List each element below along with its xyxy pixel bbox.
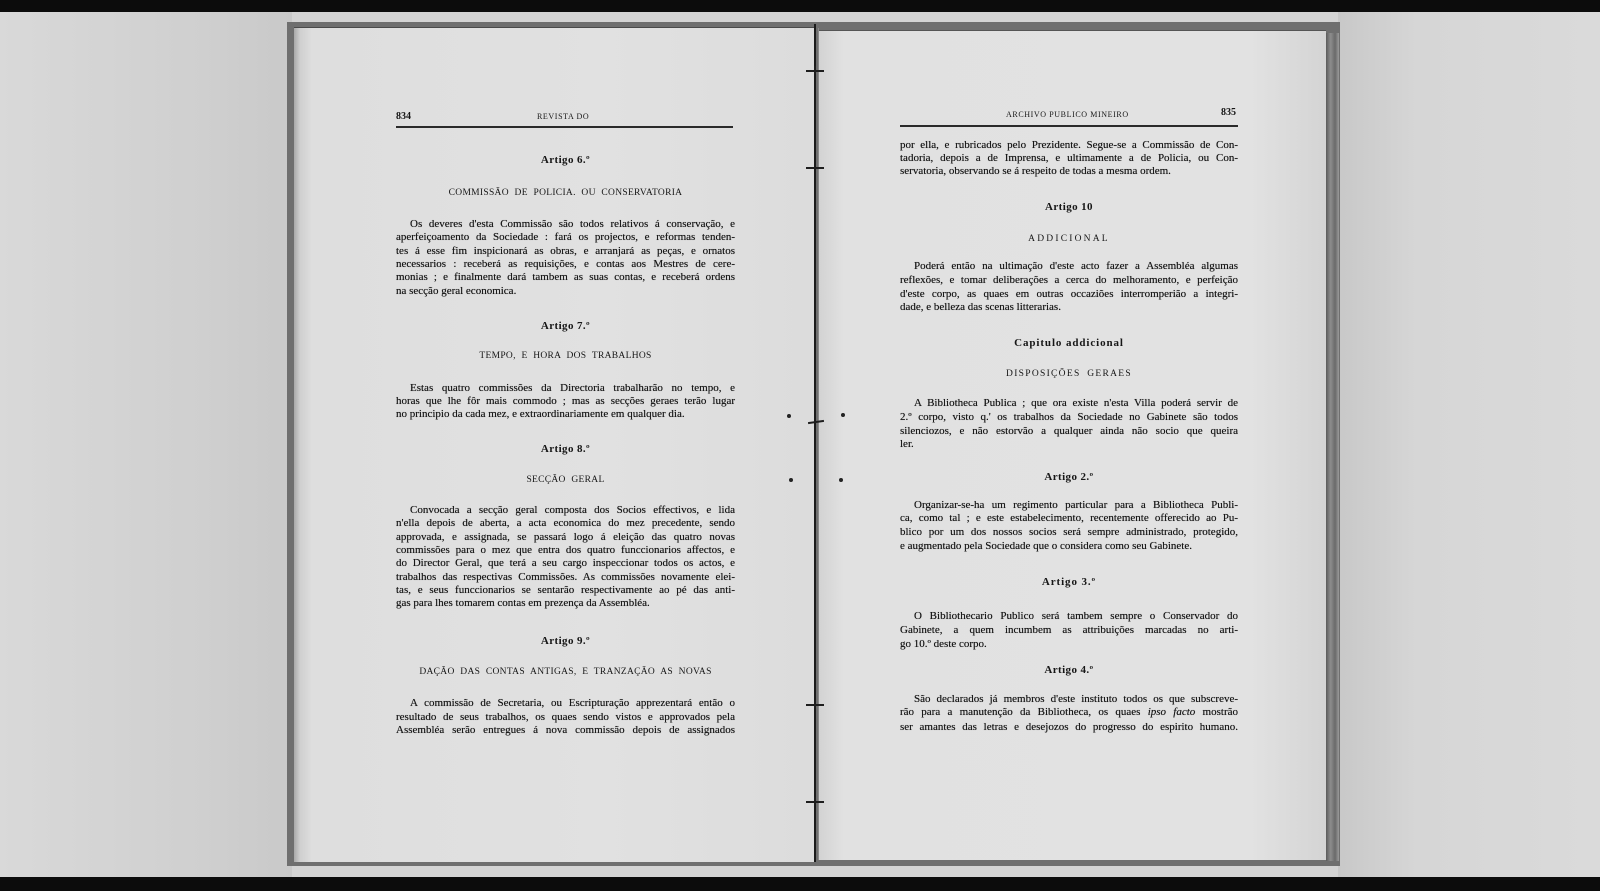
scan-border-bottom: [0, 877, 1600, 891]
section-heading: SECÇÃO GERAL: [526, 475, 605, 485]
text-line: ler.: [900, 438, 914, 450]
text-segment: mostrão: [1195, 706, 1238, 718]
article-title: Artigo 3.º: [1041, 576, 1097, 588]
text-line: O Bibliothecario Publico será tambem sempre o Conservador do: [914, 610, 1238, 622]
text-line: Estas quatro commissões da Directoria trabalharão no tempo, e: [410, 382, 735, 394]
text-segment: rão para a manutenção da Bibliotheca, os quaes: [900, 706, 1148, 718]
section-heading: DAÇÃO DAS CONTAS ANTIGAS, E TRANZAÇÃO AS NOVAS: [419, 667, 712, 677]
section-heading: COMMISSÃO DE POLICIA. OU CONSERVATORIA: [448, 188, 683, 198]
text-line: go 10.º deste corpo.: [900, 638, 987, 650]
text-line: monias ; e finalmente dará tambem as suas contas, e receberá ordens: [396, 271, 735, 283]
header-rule: [396, 126, 733, 128]
text-line: do Director Geral, que terá a seu cargo inspeccionar todos os actos, e: [396, 557, 735, 569]
italic-phrase: ipso facto: [1147, 706, 1196, 718]
header-rule: [900, 125, 1238, 127]
article-title: Artigo 8.º: [540, 443, 591, 455]
text-line: horas que lhe fôr mais commodo ; mas as secções geraes terão lugar: [396, 395, 735, 407]
text-line: gas para lhes tomarem contas em prezença da Assembléa.: [396, 597, 650, 609]
scan-speck: [839, 478, 843, 482]
text-line: necessarios : receberá as requisições, e contas aos Mestres de cere-: [396, 258, 735, 270]
left-page-text: [396, 0, 735, 891]
text-line: tes á esse fim inspicionará as obras, e arranjará as peças, e ornatos: [396, 245, 735, 257]
text-line: blico por um dos nossos socios será sempre administrado, protegido,: [900, 526, 1238, 538]
text-line: por ella, e rubricados pelo Prezidente. Segue-se a Commissão de Con-: [900, 139, 1238, 151]
running-head: REVISTA DO: [537, 112, 590, 121]
text-line: no principio da cada mez, e extraordinariamente em qualquer dia.: [396, 408, 685, 420]
section-heading: TEMPO, E HORA DOS TRABALHOS: [479, 351, 652, 361]
article-title: Artigo 9.º: [540, 635, 591, 647]
binding-mark: [814, 797, 816, 805]
text-line: approvada, e assignada, se passará logo á eleição das quatro novas: [396, 531, 735, 543]
text-line: ser amantes das letras e desejozos do progresso do espirito humano.: [900, 721, 1238, 733]
text-line: 2.º corpo, visto q.' os trabalhos da Sociedade no Gabinete são todos: [900, 411, 1238, 423]
book-spine: [814, 24, 816, 862]
text-line: commissões para o mez que entra dos quatro funccionarios affectos, e: [396, 544, 735, 556]
section-heading: ADDICIONAL: [1028, 234, 1110, 244]
text-line: n'ella depois de aberta, a acta economica do mez precedente, sendo: [396, 517, 735, 529]
text-line: tas, e seus funccionarios se sentarão respectivamente ao pé das anti-: [396, 584, 735, 596]
text-line: São declarados já membros d'este instituto todos os que subscreve-: [914, 693, 1238, 705]
article-title: Artigo 6.º: [540, 154, 591, 166]
section-heading: DISPOSIÇÕES GERAES: [1006, 369, 1132, 379]
scan-border-top: [0, 0, 1600, 12]
text-line: Poderá então na ultimação d'este acto fazer a Assembléa algumas: [914, 260, 1238, 272]
binding-mark: [806, 167, 824, 169]
right-page-text: [900, 0, 1238, 891]
text-line: Assembléa serão entregues á nova commissão depois de assignados: [396, 724, 735, 736]
article-title: Artigo 10: [1045, 201, 1093, 213]
text-line: A commissão de Secretaria, ou Escripturação apprezentará então o: [410, 697, 735, 709]
text-line: resultado de seus trabalhos, os quaes sendo vistos e approvados pela: [396, 711, 735, 723]
text-line: Organizar-se-ha um regimento particular para a Bibliotheca Publi-: [914, 499, 1238, 511]
page-number: 834: [396, 111, 411, 122]
text-line: [900, 705, 1238, 719]
page-number: 835: [1221, 107, 1236, 118]
binding-mark: [814, 66, 816, 74]
text-line: trabalhos das respectivas Commissões. As commissões novamente elei-: [396, 571, 735, 583]
scan-speck: [841, 413, 845, 417]
chapter-title: Capitulo addicional: [1014, 337, 1124, 349]
article-title: Artigo 2.º: [1044, 471, 1094, 483]
text-line: Convocada a secção geral composta dos Socios effectivos, e lida: [410, 504, 735, 516]
gutter-line: [818, 28, 819, 860]
text-line: Gabinete, a quem incumbem as attribuições marcadas no arti-: [900, 624, 1238, 636]
text-line: A Bibliotheca Publica ; que ora existe n'esta Villa poderá servir de: [914, 397, 1238, 409]
article-title: Artigo 4.º: [1044, 664, 1094, 676]
scan-speck: [787, 414, 791, 418]
text-line: Os deveres d'esta Commissão são todos relativos á conservação, e: [410, 218, 735, 230]
text-line: servatoria, observando se á respeito de todas a mesma ordem.: [900, 165, 1171, 177]
binding-mark: [814, 700, 816, 708]
article-title: Artigo 7.º: [540, 320, 591, 332]
text-line: reflexões, e tomar deliberações a cerca do melhoramento, e perfeição: [900, 274, 1238, 286]
running-head: ARCHIVO PUBLICO MINEIRO: [1006, 110, 1129, 119]
text-line: aperfeiçoamento da Sociedade : fará os projectos, e reformas tenden-: [396, 231, 735, 243]
text-line: na secção geral economica.: [396, 285, 517, 297]
text-line: ca, como tal ; e este estabelecimento, recentemente offerecido ao Pu-: [900, 512, 1238, 524]
text-line: silenciozos, e não estorvão a qualquer ainda não socio que queira: [900, 425, 1238, 437]
scan-background-right: [1338, 0, 1600, 891]
text-line: tadoria, depois a de Imprensa, e ultimamente a de Policia, ou Con-: [900, 152, 1238, 164]
text-line: d'este corpo, as quaes em outras occaziões interromperião a integri-: [900, 288, 1238, 300]
scan-speck: [789, 478, 793, 482]
text-line: dade, e belleza das scenas litterarias.: [900, 301, 1061, 313]
scan-background-left: [0, 0, 292, 891]
text-line: e augmentado pela Sociedade que o considera como seu Gabinete.: [900, 540, 1192, 552]
page-stack-edge: [1326, 33, 1339, 861]
